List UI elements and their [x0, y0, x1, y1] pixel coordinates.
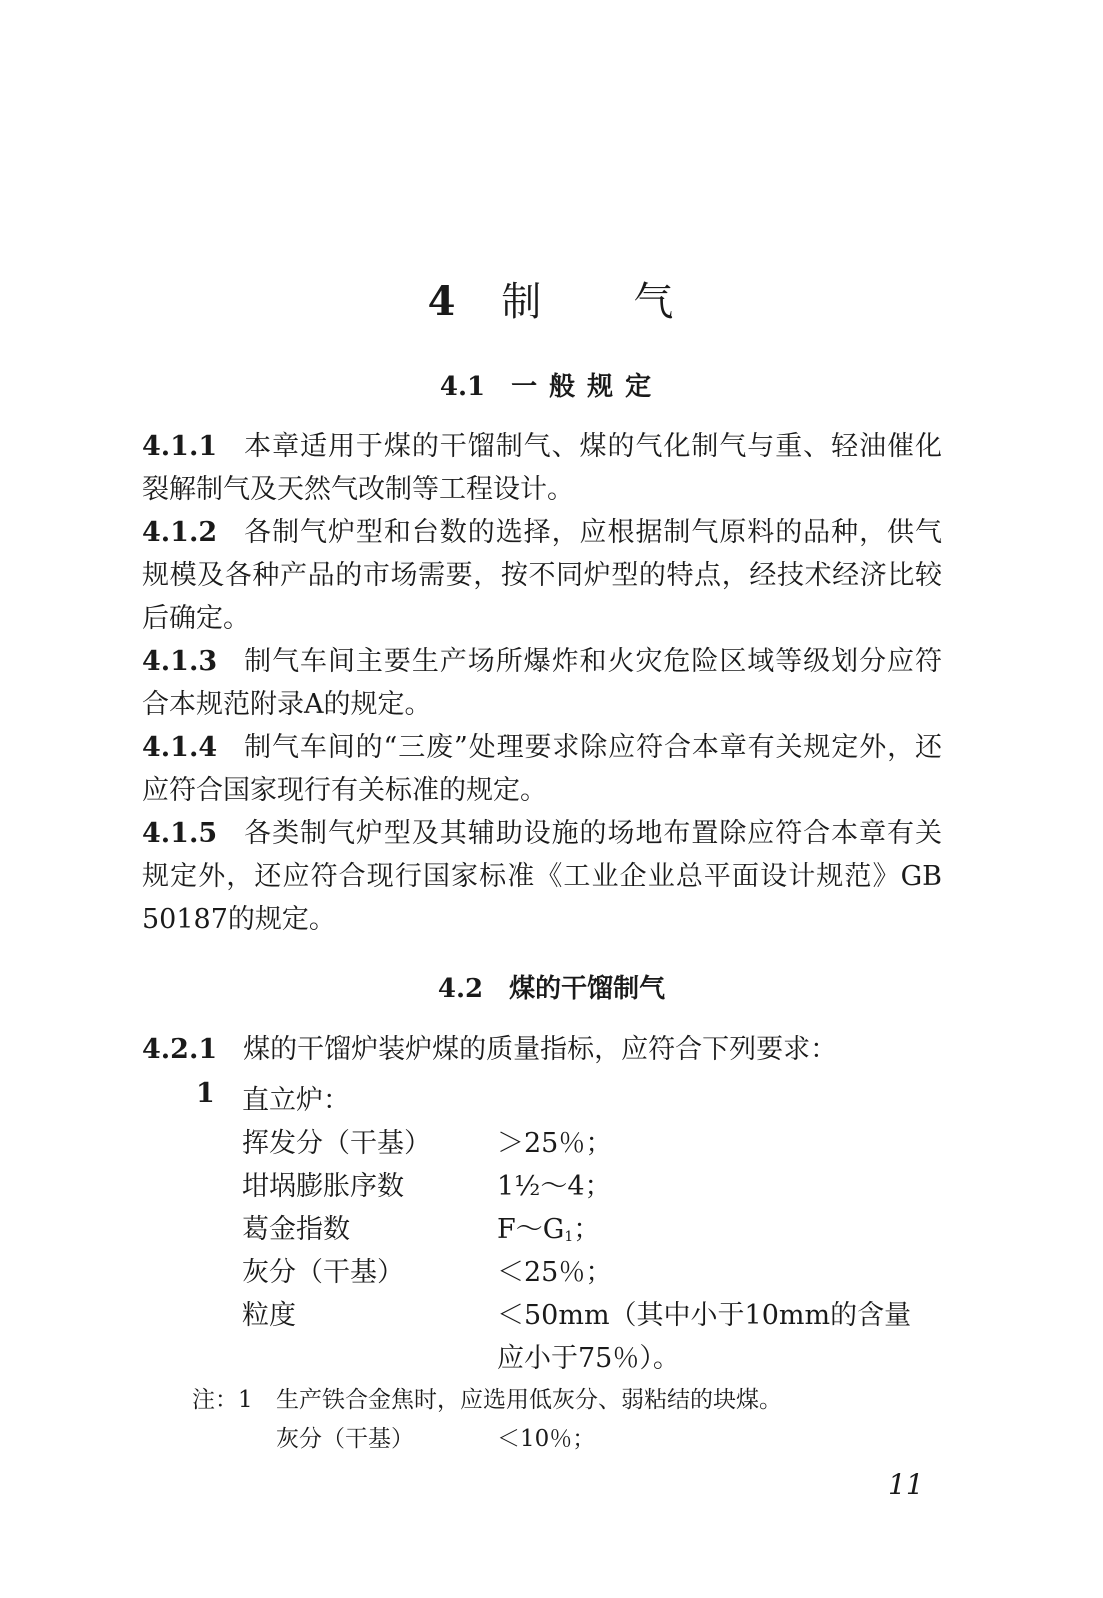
page-number: 11: [888, 1468, 924, 1501]
clause-number: 4.1.2: [142, 517, 218, 548]
clause-4-2-1-block: [142, 1028, 942, 1071]
row-value: ＞25％；: [497, 1128, 613, 1159]
chapter-title: [0, 270, 1103, 327]
value-tail: ；: [573, 1214, 601, 1245]
section-heading: 一般规定: [511, 372, 664, 402]
section-title-4-2: [0, 968, 1103, 1005]
clause-number: 4.1.1: [142, 431, 218, 462]
clause-4-1-5: [142, 812, 942, 941]
clause-4-2-1: [142, 1028, 942, 1071]
chapter-number: 4: [427, 278, 458, 325]
chapter-title-part2: 气: [633, 279, 676, 325]
note-row-value: ＜10％；: [497, 1426, 596, 1452]
row-label: 挥发分（干基）: [242, 1128, 431, 1159]
row-value-continued: 应小于75％）。: [497, 1343, 680, 1374]
section-number: 4.2: [437, 974, 484, 1004]
row-value: ＜50mm（其中小于10mm的含量: [497, 1300, 912, 1331]
clauses-4-1: [142, 425, 942, 941]
row-value-gieseler: [497, 1207, 600, 1246]
note-prefix: 注：1: [192, 1387, 253, 1413]
clause-number: 4.1.5: [142, 818, 218, 849]
value-main: F～G: [497, 1214, 565, 1245]
item-number: 1: [196, 1078, 215, 1109]
row-value: 1½～4；: [497, 1171, 612, 1202]
note-text: 生产铁合金焦时，应选用低灰分、弱粘结的块煤。: [276, 1387, 782, 1413]
clause-text: 煤的干馏炉装炉煤的质量指标，应符合下列要求：: [243, 1034, 838, 1065]
clause-text: 各类制气炉型及其辅助设施的场地布置除应符合本章有关规定外，还应符合现行国家标准《工业企业总平面设计规范》GB 50187的规定。: [142, 818, 942, 935]
row-label: 灰分（干基）: [242, 1257, 404, 1288]
clause-text: 制气车间的“三废”处理要求除应符合本章有关规定外，还应符合国家现行有关标准的规定。: [142, 732, 942, 806]
clause-number: 4.2.1: [142, 1034, 218, 1065]
note-row-label: 灰分（干基）: [276, 1426, 414, 1452]
row-label: 坩埚膨胀序数: [242, 1171, 404, 1202]
value-subscript: 1: [564, 1229, 574, 1245]
section-heading: 煤的干馏制气: [509, 974, 666, 1004]
clause-text: 本章适用于煤的干馏制气、煤的气化制气与重、轻油催化裂解制气及天然气改制等工程设计。: [142, 431, 942, 505]
section-title-4-1: [0, 366, 1103, 403]
clause-4-1-2: [142, 511, 942, 640]
clause-4-1-4: [142, 726, 942, 812]
clause-4-1-3: [142, 640, 942, 726]
row-value: ＜25％；: [497, 1257, 613, 1288]
section-number: 4.1: [439, 372, 486, 402]
row-label: 粒度: [242, 1300, 296, 1331]
clause-text: 各制气炉型和台数的选择，应根据制气原料的品种，供气规模及各种产品的市场需要，按不同炉型的特点，经技术经济比较后确定。: [142, 517, 942, 634]
item-title: 直立炉：: [242, 1085, 350, 1116]
clause-number: 4.1.4: [142, 732, 218, 763]
chapter-title-part1: 制: [501, 279, 544, 325]
clause-number: 4.1.3: [142, 646, 218, 677]
row-label: 葛金指数: [242, 1214, 350, 1245]
clause-4-1-1: [142, 425, 942, 511]
clause-text: 制气车间主要生产场所爆炸和火灾危险区域等级划分应符合本规范附录A的规定。: [142, 646, 942, 720]
